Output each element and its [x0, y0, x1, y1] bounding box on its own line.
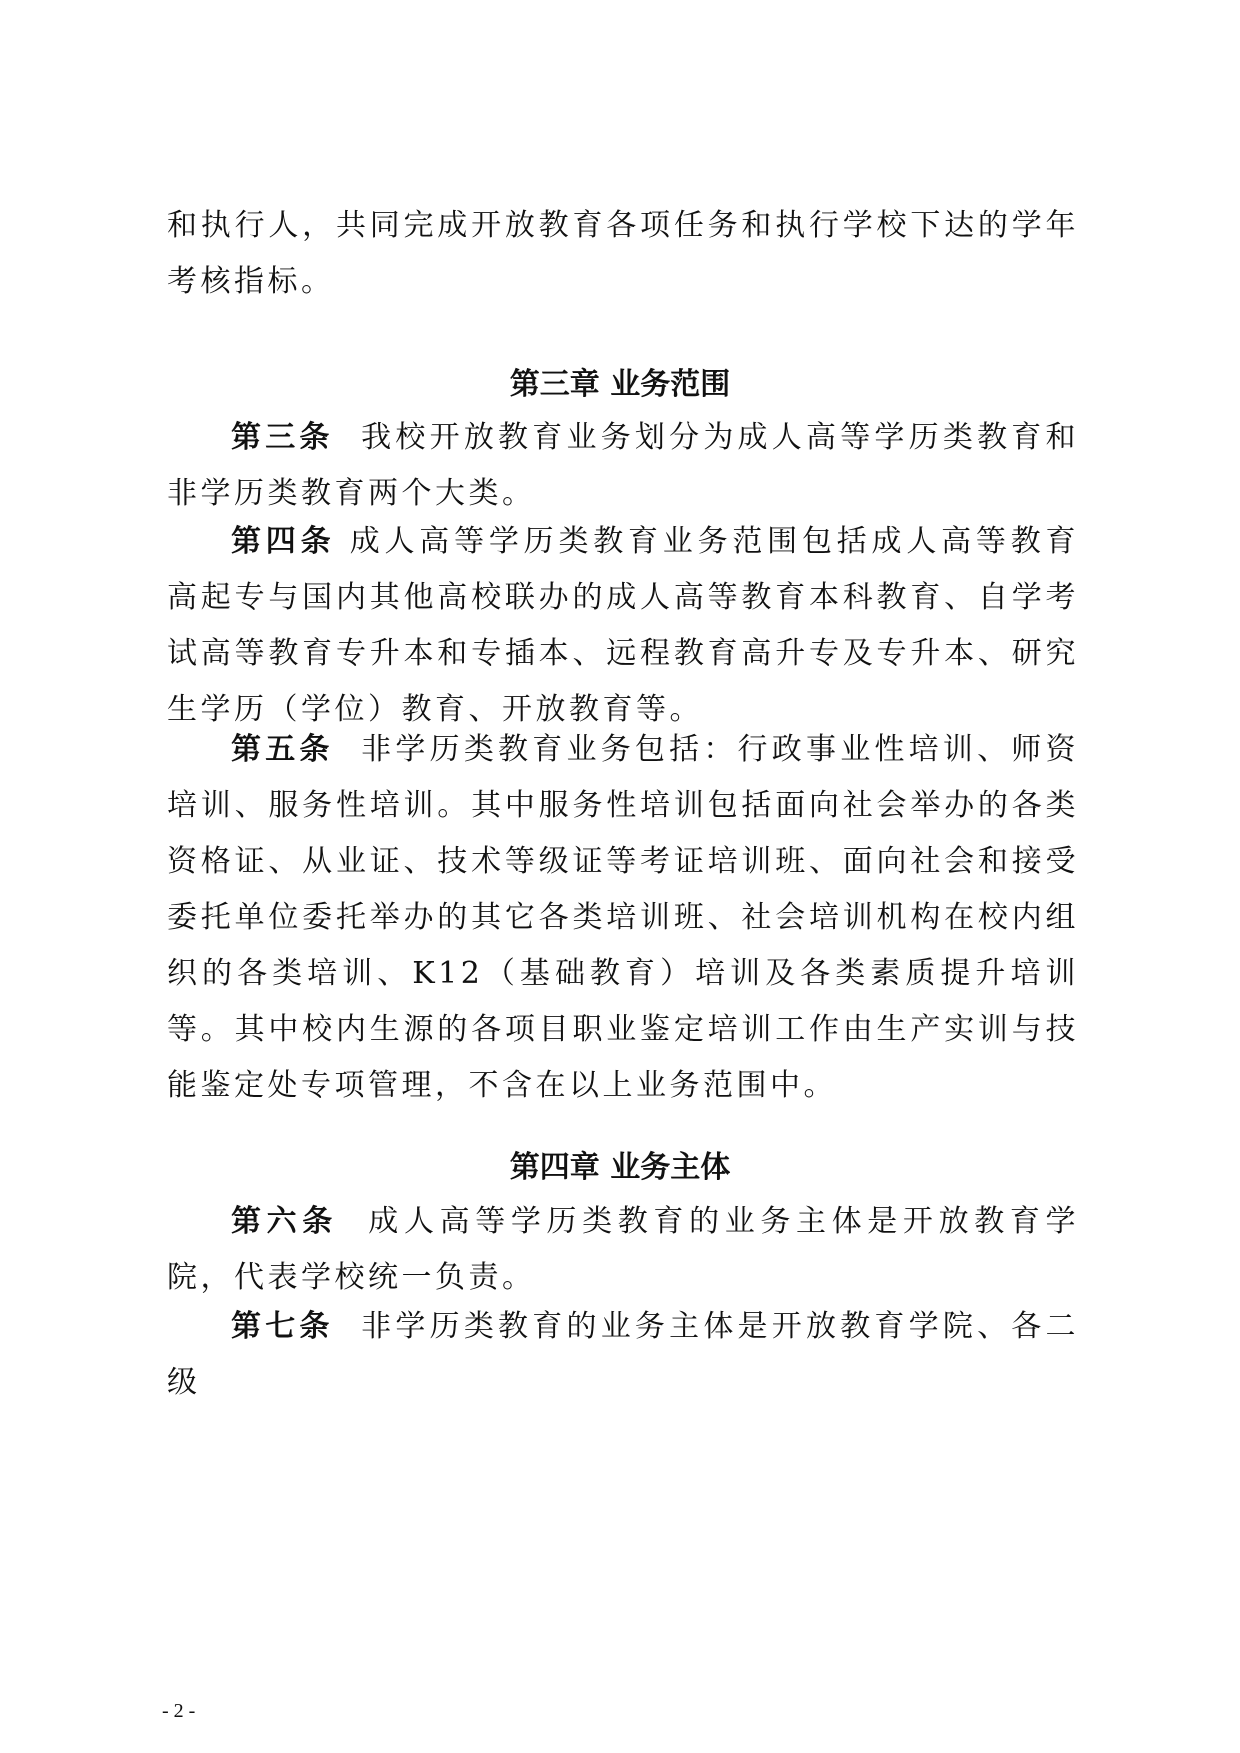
article-3-label: 第三条	[231, 420, 334, 455]
chapter-3-heading: 第三章 业务范围	[509, 367, 731, 402]
continuation-paragraph	[167, 198, 1079, 310]
continuation-text: 和执行人，共同完成开放教育各项任务和执行学校下达的学年考核指标。	[167, 208, 1079, 299]
article-4	[167, 514, 1079, 738]
article-6-text: 成人高等学历类教育的业务主体是开放教育学院，代表学校统一负责。	[167, 1204, 1080, 1295]
article-7-text: 非学历类教育的业务主体是开放教育学院、各二级	[167, 1309, 1080, 1400]
article-4-text: 成人高等学历类教育业务范围包括成人高等教育高起专与国内其他高校联办的成人高等教育本科教育、自学考试高等教育专升本和专插本、远程教育高升专及专升本、研究生学历（学位）教育、开放教育等。	[167, 524, 1079, 727]
article-7-label: 第七条	[231, 1309, 334, 1344]
article-4-label: 第四条	[231, 524, 336, 559]
article-3	[167, 410, 1079, 522]
article-5-label: 第五条	[231, 732, 334, 767]
page-number: - 2 -	[162, 1700, 196, 1722]
article-3-text: 我校开放教育业务划分为成人高等学历类教育和非学历类教育两个大类。	[167, 420, 1080, 511]
article-7	[167, 1299, 1079, 1411]
chapter-4-heading: 第四章 业务主体	[509, 1150, 731, 1185]
article-6	[167, 1194, 1079, 1306]
article-5-text: 非学历类教育业务包括：行政事业性培训、师资培训、服务性培训。其中服务性培训包括面向社会举办的各类资格证、从业证、技术等级证等考证培训班、面向社会和接受委托单位委托举办的其它各类培训班、社会培训机构在校内组织的各类培训、K12（基础教育）培训及各类素质提升培训等。其中校内生源的各项目职业鉴定培训工作由生产实训与技能鉴定处专项管理，不含在以上业务范围中。	[167, 732, 1080, 1103]
article-5	[167, 722, 1079, 1114]
article-6-label: 第六条	[231, 1204, 338, 1239]
